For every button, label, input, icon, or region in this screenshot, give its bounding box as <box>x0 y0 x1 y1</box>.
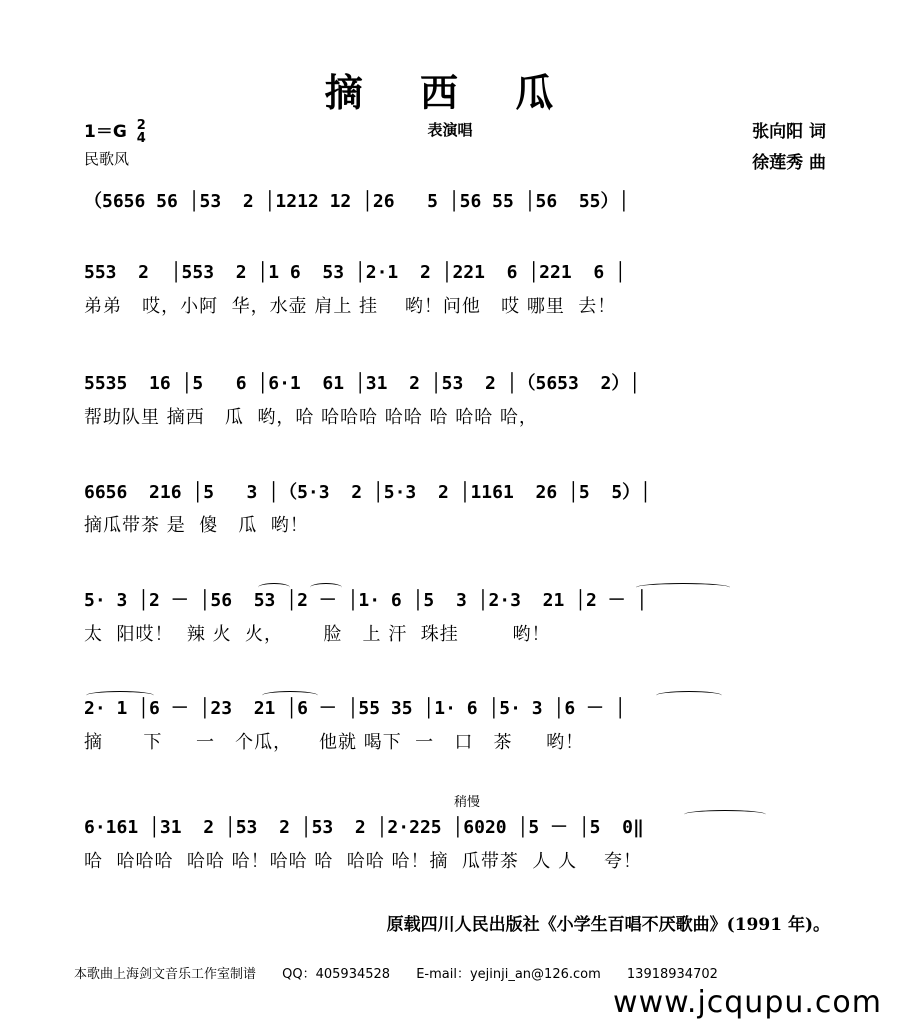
notation-row-6: 2· 1 │6 － │23 21 │6 － │55 35 │1· 6 │5· 3 │6 － │ <box>84 698 626 719</box>
slur <box>86 691 154 700</box>
slur <box>636 583 730 592</box>
time-numerator: 2 <box>136 118 146 133</box>
footer <box>74 963 740 982</box>
notation-row-5: 5· 3 │2 － │56 53 │2 － │1· 6 │5 3 │2·3 21 │2 － │ <box>84 590 648 611</box>
slur <box>310 583 342 592</box>
slur <box>258 583 290 592</box>
slur <box>684 810 766 819</box>
website-watermark[interactable]: www.jcqupu.com <box>613 985 882 1020</box>
footer-qq: QQ：405934528 <box>282 967 391 982</box>
key-label: 1＝G <box>84 122 127 142</box>
notation-row-1: （5656 56 │53 2 │1212 12 │26 5 │56 55 │56 55）│ <box>84 191 630 212</box>
notation-row-3: 5535 16 │5 6 │6·1 61 │31 2 │53 2 │（5653 2）│ <box>84 373 641 394</box>
footer-phone: 13918934702 <box>626 967 718 982</box>
notation-row-4: 6656 216 │5 3 │（5·3 2 │5·3 2 │1161 26 │5 5）│ <box>84 482 652 503</box>
lyrics-row-4: 摘瓜带茶 是 傻 瓜 哟！ <box>84 515 309 536</box>
composer-credit: 徐莲秀 曲 <box>752 153 826 173</box>
footer-email: E-mail：yejinji_an@126.com <box>416 967 601 982</box>
notation-row-7: 6·161 │31 2 │53 2 │53 2 │2·225 │6020 │5 － │5 0‖ <box>84 817 644 838</box>
slur <box>656 691 722 700</box>
tempo-marking: 稍慢 <box>454 795 481 810</box>
notation-row-2: 553 2 │553 2 │1 6 53 │2·1 2 │221 6 │221 6 │ <box>84 262 626 283</box>
lyrics-row-3: 帮助队里 摘西 瓜 哟，哈 哈哈哈 哈哈 哈 哈哈 哈， <box>84 407 538 428</box>
style-label: 民歌风 <box>84 150 130 168</box>
performance-label: 表演唱 <box>427 121 473 139</box>
lyrics-row-6: 摘 下 一 个瓜， 他就 喝下 一 口 茶 哟！ <box>84 732 585 753</box>
lyricist-credit: 张向阳 词 <box>752 122 826 142</box>
song-title: 摘 西 瓜 <box>324 70 576 115</box>
slur <box>262 691 318 700</box>
source-citation: 原载四川人民出版社《小学生百唱不厌歌曲》(1991 年)。 <box>386 915 830 935</box>
footer-studio: 本歌曲上海剑文音乐工作室制谱 <box>74 967 257 982</box>
lyrics-row-5: 太 阳哎！ 辣 火 火， 脸 上 汗 珠挂 哟！ <box>84 624 551 645</box>
lyrics-row-7: 哈 哈哈哈 哈哈 哈！哈哈 哈 哈哈 哈！摘 瓜带茶 人 人 夸！ <box>84 851 642 872</box>
time-denominator: 4 <box>136 131 146 146</box>
lyrics-row-2: 弟弟 哎，小阿 华，水壶 肩上 挂 哟！问他 哎 哪里 去！ <box>84 296 617 317</box>
